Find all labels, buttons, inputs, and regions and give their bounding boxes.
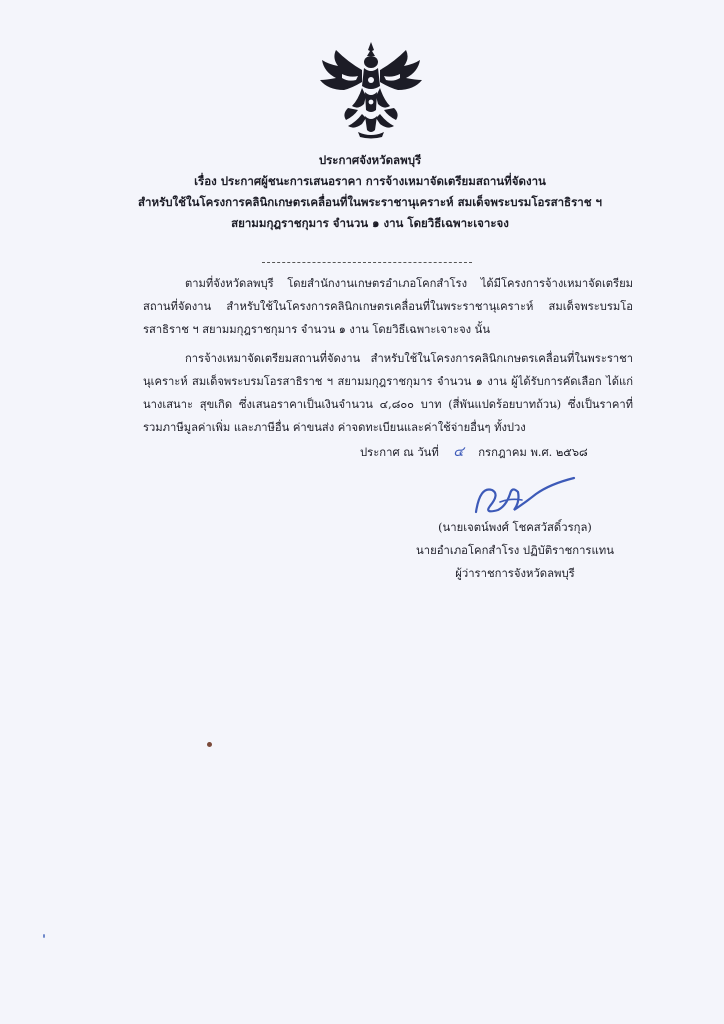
- date-line: [360, 441, 588, 463]
- signatory-name: (นายเจตน์พงศ์ โชคสวัสดิ์วรกุล): [438, 521, 592, 534]
- body-paragraph-2: [143, 347, 633, 439]
- scan-speck: [43, 934, 45, 938]
- subject-prefix: เรื่อง: [194, 174, 217, 188]
- subject-line-1: [100, 171, 640, 192]
- subject-line-3: สยามมกุฎราชกุมาร จำนวน ๑ งาน โดยวิธีเฉพาะเจาะจง: [231, 216, 509, 230]
- date-month-year: กรกฎาคม พ.ศ. ๒๕๖๘: [478, 446, 588, 459]
- scan-speck: [207, 742, 212, 747]
- subject-text-1: ประกาศผู้ชนะการเสนอราคา การจ้างเหมาจัดเตรียมสถานที่จัดงาน: [220, 174, 546, 188]
- paragraph-2-text: การจ้างเหมาจัดเตรียมสถานที่จัดงาน สำหรับใช้ในโครงการคลินิกเกษตรเคลื่อนที่ในพระราชานุเคราะห์ สมเด็จพระบรมโอรสาธิราช ฯ สยามมกุฎราชกุมาร จำนวน ๑ งาน ผู้ได้รับการคัดเลือก ได้แก่ นางเสนาะ สุขเกิด ซึ่งเสนอราคาเป็นเงินจำนวน ๔,๘๐๐ บาท (สี่พันแปดร้อยบาทถ้วน) ซึ่งเป็นราคาที่รวมภาษีมูลค่าเพิ่ม และภาษีอื่น ค่าขนส่ง ค่าจดทะเบียนและค่าใช้จ่ายอื่นๆ ทั้งปวง: [143, 352, 633, 434]
- body-paragraph-1: [143, 272, 633, 341]
- subject-line-2: สำหรับใช้ในโครงการคลินิกเกษตรเคลื่อนที่ในพระราชานุเคราะห์ สมเด็จพระบรมโอรสาธิราช ฯ: [138, 195, 602, 209]
- signature-scribble-icon: [470, 472, 580, 520]
- heading-divider: [262, 262, 472, 263]
- date-prefix: ประกาศ ณ วันที่: [360, 446, 439, 459]
- garuda-emblem-icon: [318, 40, 424, 140]
- signatory-office: ผู้ว่าราชการจังหวัดลพบุรี: [455, 567, 575, 580]
- date-day-handwritten: ๔: [453, 444, 464, 460]
- paragraph-1-text: ตามที่จังหวัดลพบุรี โดยสำนักงานเกษตรอำเภอโคกสำโรง ได้มีโครงการจ้างเหมาจัดเตรียมสถานที่จัดงาน สำหรับใช้ในโครงการคลินิกเกษตรเคลื่อนที่ในพระราชานุเคราะห์ สมเด็จพระบรมโอรสาธิราช ฯ สยามมกุฎราชกุมาร จำนวน ๑ งาน โดยวิธีเฉพาะเจาะจง นั้น: [143, 277, 633, 336]
- document-title: ประกาศจังหวัดลพบุรี: [318, 153, 422, 167]
- signatory-position: นายอำเภอโคกสำโรง ปฏิบัติราชการแทน: [416, 544, 614, 557]
